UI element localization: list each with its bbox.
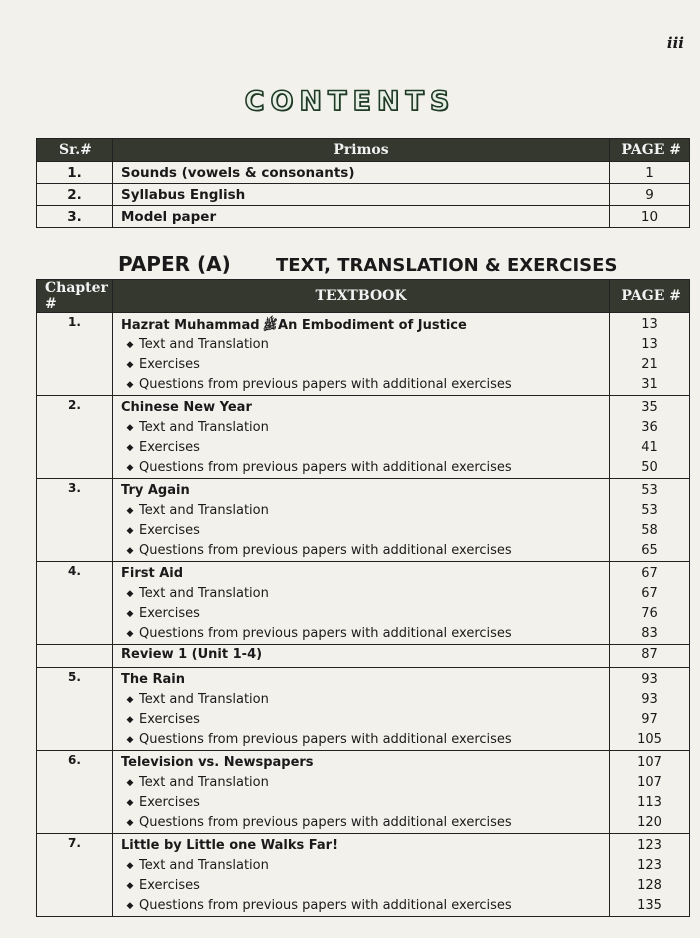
chapter-number: 1. [37, 313, 113, 396]
sub-entry [113, 813, 609, 833]
sub-entry [113, 335, 609, 355]
sub-entry-label: Exercises [139, 878, 200, 893]
page-number-cell: 13 [641, 337, 658, 352]
diamond-bullet-icon: ◆ [126, 423, 134, 433]
sub-entry [113, 710, 609, 730]
sub-entry-label: Questions from previous papers with additional exercises [139, 377, 512, 392]
diamond-bullet-icon: ◆ [126, 546, 134, 556]
textbook-header-row [37, 280, 690, 313]
diamond-bullet-icon: ◆ [126, 526, 134, 536]
chapter-pages [610, 668, 690, 751]
chapter-number: 5. [37, 668, 113, 751]
diamond-bullet-icon: ◆ [126, 463, 134, 473]
chapter-title-text: The Rain [121, 672, 185, 687]
sr-cell: 1. [37, 162, 113, 184]
chapter-pages [610, 396, 690, 479]
chapter-pages [610, 751, 690, 834]
diamond-bullet-icon: ◆ [126, 715, 134, 725]
primos-header: Primos [113, 139, 610, 162]
contents-title: CONTENTS [244, 86, 456, 117]
textbook-table [36, 279, 690, 917]
sub-entry [113, 604, 609, 624]
chapter-title-text: Chinese New Year [121, 400, 252, 415]
page-number-cell: 31 [641, 377, 658, 392]
sub-entry-label: Exercises [139, 440, 200, 455]
sub-entry [113, 355, 609, 375]
page-number-cell: 105 [637, 732, 662, 747]
page-number-cell: 93 [641, 692, 658, 707]
sub-entry [113, 375, 609, 395]
title-cell: Model paper [113, 206, 610, 228]
textbook-header: TEXTBOOK [113, 280, 610, 313]
sub-entry [113, 584, 609, 604]
chapter-entries [113, 313, 610, 396]
diamond-bullet-icon: ◆ [126, 506, 134, 516]
sr-cell: 3. [37, 206, 113, 228]
chapter-row [37, 562, 690, 645]
sub-entry-label: Exercises [139, 606, 200, 621]
page-number-cell: 107 [637, 755, 662, 770]
page-cell: 9 [610, 184, 690, 206]
primos-header-row [37, 139, 690, 162]
chapter-pages [610, 834, 690, 917]
sub-entry-label: Text and Translation [139, 503, 269, 518]
sub-entry [113, 773, 609, 793]
page-number-cell: 65 [641, 543, 658, 558]
page-number-cell: 128 [637, 878, 662, 893]
primos-table [36, 138, 690, 228]
diamond-bullet-icon: ◆ [126, 609, 134, 619]
chapter-title [113, 398, 609, 418]
chapter-title [113, 564, 609, 584]
page-number-cell: 120 [637, 815, 662, 830]
sub-entry [113, 501, 609, 521]
table-row [37, 184, 690, 206]
chapter-entries [113, 751, 610, 834]
chapter-title-text: Try Again [121, 483, 190, 498]
review-page: 87 [610, 645, 690, 668]
chapter-number: 6. [37, 751, 113, 834]
table-row [37, 162, 690, 184]
diamond-bullet-icon: ◆ [126, 443, 134, 453]
review-title: Review 1 (Unit 1-4) [113, 645, 610, 668]
page-number-cell: 67 [641, 566, 658, 581]
sub-entry-label: Exercises [139, 712, 200, 727]
sub-entry [113, 793, 609, 813]
sub-entry-label: Text and Translation [139, 337, 269, 352]
page-number-cell: 21 [641, 357, 658, 372]
sub-entry-label: Text and Translation [139, 858, 269, 873]
table-row [37, 206, 690, 228]
chapter-entries [113, 396, 610, 479]
sub-entry-label: Text and Translation [139, 692, 269, 707]
chapter-row [37, 751, 690, 834]
diamond-bullet-icon: ◆ [126, 629, 134, 639]
page-number-cell: 53 [641, 483, 658, 498]
sub-entry [113, 690, 609, 710]
sr-cell: 2. [37, 184, 113, 206]
chapter-pages [610, 313, 690, 396]
chapter-row [37, 668, 690, 751]
sub-entry-label: Exercises [139, 357, 200, 372]
chapter-entries [113, 562, 610, 645]
sub-entry-label: Questions from previous papers with additional exercises [139, 898, 512, 913]
chapter-title-text: Television vs. Newspapers [121, 755, 314, 770]
sub-entry-label: Questions from previous papers with additional exercises [139, 543, 512, 558]
page-header: PAGE # [610, 280, 690, 313]
diamond-bullet-icon: ◆ [126, 735, 134, 745]
page-number-cell: 58 [641, 523, 658, 538]
diamond-bullet-icon: ◆ [126, 818, 134, 828]
title-cell: Sounds (vowels & consonants) [113, 162, 610, 184]
sub-entry-label: Questions from previous papers with additional exercises [139, 626, 512, 641]
sub-entry-label: Exercises [139, 795, 200, 810]
pbuh-glyph: ﷺ [260, 316, 278, 334]
chapter-entries [113, 668, 610, 751]
sub-entry [113, 458, 609, 478]
diamond-bullet-icon: ◆ [126, 340, 134, 350]
sub-entry-label: Questions from previous papers with additional exercises [139, 732, 512, 747]
chapter-title-text: First Aid [121, 566, 184, 581]
chapter-pages [610, 562, 690, 645]
sub-entry [113, 624, 609, 644]
sub-entry [113, 730, 609, 750]
chapter-row [37, 313, 690, 396]
page-number-cell: 123 [637, 838, 662, 853]
page-number-cell: 53 [641, 503, 658, 518]
page-number: iii [666, 34, 684, 52]
page-number-cell: 67 [641, 586, 658, 601]
chapter-number: 7. [37, 834, 113, 917]
review-blank [37, 645, 113, 668]
chapter-title [113, 670, 609, 690]
page-number-cell: 50 [641, 460, 658, 475]
page-number-cell: 107 [637, 775, 662, 790]
chapter-title [113, 481, 609, 501]
chapter-row [37, 479, 690, 562]
page-number-cell: 13 [641, 317, 658, 332]
chapter-title [113, 836, 609, 856]
page-number-cell: 113 [637, 795, 662, 810]
chapter-title [113, 753, 609, 773]
chapter-entries [113, 479, 610, 562]
paper-heading [118, 252, 698, 280]
chapter-title-text: Little by Little one Walks Far! [121, 838, 339, 853]
sub-entry [113, 876, 609, 896]
title-cell: Syllabus English [113, 184, 610, 206]
chapter-header: Chapter # [37, 280, 113, 313]
sub-entry [113, 896, 609, 916]
diamond-bullet-icon: ◆ [126, 695, 134, 705]
review-row [37, 645, 690, 668]
diamond-bullet-icon: ◆ [126, 881, 134, 891]
paper-label: PAPER (A) [118, 252, 231, 276]
sub-entry-label: Questions from previous papers with additional exercises [139, 815, 512, 830]
chapter-number: 3. [37, 479, 113, 562]
page-number-cell: 35 [641, 400, 658, 415]
sub-entry-label: Text and Translation [139, 586, 269, 601]
chapter-number: 4. [37, 562, 113, 645]
sub-entry-label: Text and Translation [139, 775, 269, 790]
diamond-bullet-icon: ◆ [126, 778, 134, 788]
diamond-bullet-icon: ◆ [126, 360, 134, 370]
sub-entry-label: Questions from previous papers with additional exercises [139, 460, 512, 475]
page-number-cell: 76 [641, 606, 658, 621]
paper-subtitle: TEXT, TRANSLATION & EXERCISES [276, 255, 618, 276]
page-number-cell: 123 [637, 858, 662, 873]
chapter-number: 2. [37, 396, 113, 479]
sub-entry-label: Text and Translation [139, 420, 269, 435]
diamond-bullet-icon: ◆ [126, 380, 134, 390]
page-cell: 1 [610, 162, 690, 184]
chapter-title-suffix: An Embodiment of Justice [278, 318, 467, 333]
sub-entry [113, 856, 609, 876]
sr-header: Sr.# [37, 139, 113, 162]
page-cell: 10 [610, 206, 690, 228]
sub-entry [113, 521, 609, 541]
page-number-cell: 36 [641, 420, 658, 435]
diamond-bullet-icon: ◆ [126, 798, 134, 808]
diamond-bullet-icon: ◆ [126, 861, 134, 871]
page-number-cell: 93 [641, 672, 658, 687]
sub-entry [113, 541, 609, 561]
chapter-row [37, 834, 690, 917]
page-number-cell: 83 [641, 626, 658, 641]
chapter-row [37, 396, 690, 479]
diamond-bullet-icon: ◆ [126, 901, 134, 911]
diamond-bullet-icon: ◆ [126, 589, 134, 599]
chapter-title [113, 315, 609, 335]
chapter-entries [113, 834, 610, 917]
page-number-cell: 135 [637, 898, 662, 913]
page-number-cell: 97 [641, 712, 658, 727]
sub-entry [113, 418, 609, 438]
sub-entry-label: Exercises [139, 523, 200, 538]
chapter-title-text: Hazrat Muhammad [121, 318, 260, 333]
chapter-pages [610, 479, 690, 562]
sub-entry [113, 438, 609, 458]
page-header: PAGE # [610, 139, 690, 162]
page-number-cell: 41 [641, 440, 658, 455]
